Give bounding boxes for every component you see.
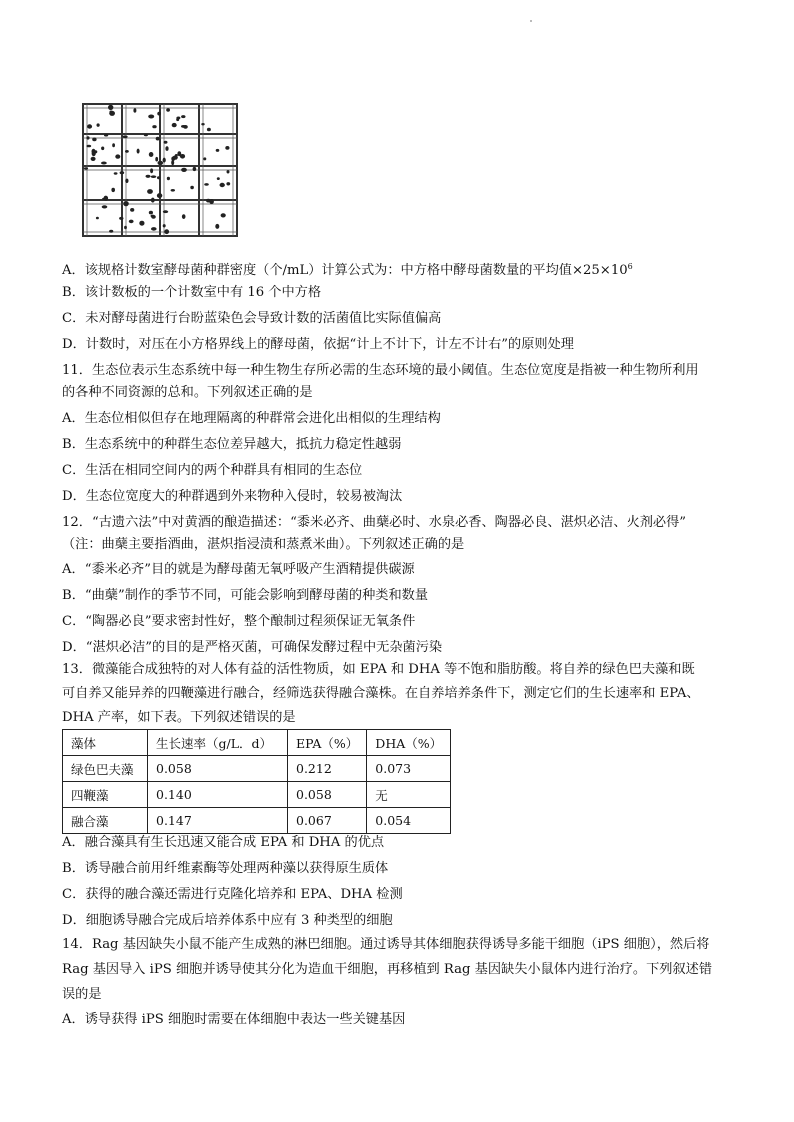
table-cell: 0.067 (288, 808, 367, 834)
yeast-cell (175, 154, 178, 157)
yeast-cell (158, 161, 164, 165)
table-header-cell: 藻体 (63, 730, 148, 756)
yeast-cell (220, 183, 225, 187)
hemocytometer-grid-figure (80, 96, 240, 246)
yeast-cell (86, 145, 91, 148)
yeast-cell (146, 175, 151, 178)
scan-speck (530, 20, 532, 22)
yeast-cell (171, 160, 174, 165)
yeast-cell (193, 167, 197, 171)
table-cell: 0.058 (288, 782, 367, 808)
yeast-cell (115, 154, 120, 158)
yeast-cell (181, 125, 186, 128)
yeast-cell (150, 168, 153, 173)
yeast-cell (157, 112, 161, 116)
yeast-cell (167, 177, 170, 180)
table-cell: 0.147 (148, 808, 288, 834)
q11-option-c: C．生活在相同空间内的两个种群具有相同的生态位 (62, 463, 363, 478)
yeast-cell (163, 158, 166, 163)
yeast-cell (209, 199, 214, 204)
yeast-cell (151, 198, 155, 203)
yeast-cell (177, 151, 181, 156)
yeast-cell (176, 118, 179, 121)
q11-stem-line1: 11．生态位表示生态系统中每一种生物生存所必需的生态环境的最小阈值。生态位宽度是指被一种生物所利用 (62, 363, 699, 378)
yeast-cell (155, 157, 158, 162)
q14-stem-line2: Rag 基因导入 iPS 细胞并诱导使其分化为造血干细胞，再移植到 Rag 基因缺失小鼠体内进行治疗。下列叙述错 (62, 962, 713, 977)
table-cell: 四鞭藻 (63, 782, 148, 808)
yeast-cell (149, 211, 153, 215)
yeast-cell (112, 143, 115, 147)
yeast-cell (120, 171, 125, 174)
q12-option-a: A．“黍米必齐”目的就是为酵母菌无氧呼吸产生酒精提供碳源 (62, 562, 415, 577)
q10-option-b: B．该计数板的一个计数室中有 16 个中方格 (62, 285, 322, 300)
q14-stem-line3: 误的是 (62, 987, 102, 1002)
table-cell: 0.054 (367, 808, 451, 834)
yeast-cell (125, 179, 128, 183)
yeast-cell (171, 189, 175, 192)
yeast-cell (111, 188, 115, 192)
yeast-cell (96, 217, 99, 220)
q13-option-c: C．获得的融合藻还需进行克隆化培养和 EPA、DHA 检测 (62, 887, 403, 902)
yeast-cell (166, 108, 170, 111)
table-cell: 绿色巴夫藻 (63, 756, 148, 782)
q13-option-b: B．诱导融合前用纤维素酶等处理两种藻以获得原生质体 (62, 861, 389, 876)
q12-stem-line1: 12．“古遗六法”中对黄酒的酿造描述：“黍米必齐、曲蘖必时、水泉必香、陶器必良、湛炽必洁、火剂必得” (62, 515, 686, 530)
yeast-cell (201, 123, 204, 125)
yeast-cell (108, 105, 113, 110)
table-row (63, 808, 451, 834)
yeast-cell (92, 138, 96, 142)
table-cell: 0.073 (367, 756, 451, 782)
yeast-cell (207, 128, 211, 132)
yeast-cell (144, 134, 148, 136)
q14-option-a: A．诱导获得 iPS 细胞时需要在体细胞中表达一些关键基因 (62, 1012, 406, 1027)
yeast-cell (163, 210, 168, 213)
table-cell: 0.058 (148, 756, 288, 782)
yeast-cell (152, 125, 156, 128)
q11-option-a: A．生态位相似但存在地理隔离的种群常会进化出相似的生理结构 (62, 411, 441, 426)
yeast-cell (156, 137, 160, 141)
q14-stem-line1: 14．Rag 基因缺失小鼠不能产生成熟的淋巴细胞。通过诱导其体细胞获得诱导多能干细胞（iPS 细胞），然后将 (62, 937, 710, 952)
yeast-cell (109, 230, 113, 233)
yeast-cell (92, 149, 96, 154)
yeast-cell (203, 157, 206, 160)
yeast-cell (151, 215, 155, 218)
yeast-cell (204, 183, 209, 186)
q13-stem-line3: DHA 产率，如下表。下列叙述错误的是 (62, 710, 296, 725)
yeast-cell (172, 123, 177, 127)
yeast-cell (104, 196, 109, 201)
yeast-cell (125, 150, 129, 153)
q12-option-d: D．“湛炽必洁”的目的是严格灭菌，可确保发酵过程中无杂菌污染 (62, 640, 443, 655)
yeast-cell (221, 213, 226, 217)
yeast-cell (87, 124, 92, 128)
yeast-cell (151, 227, 157, 231)
yeast-cell (226, 182, 230, 185)
table-cell: 无 (367, 782, 451, 808)
q12-option-b: B．“曲蘖”制作的季节不同，可能会影响到酵母菌的种类和数量 (62, 588, 429, 603)
yeast-cell (110, 111, 113, 113)
yeast-cell (216, 149, 220, 152)
yeast-cell (227, 170, 230, 173)
yeast-cell (123, 201, 129, 206)
yeast-cell (157, 176, 160, 179)
table-row (63, 756, 451, 782)
yeast-cell (149, 152, 154, 157)
table-header-cell: 生长速率（g/L．d） (148, 730, 288, 756)
yeast-cell (147, 189, 153, 194)
yeast-cell (182, 214, 186, 219)
yeast-cell (157, 193, 162, 198)
yeast-cell (114, 172, 118, 174)
q13-option-d: D．细胞诱导融合完成后培养体系中应有 3 种类型的细胞 (62, 913, 393, 928)
yeast-cell (164, 141, 168, 144)
q11-option-d: D．生态位宽度大的种群遇到外来物种入侵时，较易被淘汰 (62, 489, 403, 504)
q12-option-c: C．“陶器必良”要求密封性好，整个酿制过程须保证无氧条件 (62, 614, 416, 629)
yeast-cell (119, 217, 123, 220)
yeast-cell (86, 136, 89, 139)
yeast-cell (101, 147, 104, 151)
table-cell: 0.212 (288, 756, 367, 782)
q10-option-c: C．未对酵母菌进行台盼蓝染色会导致计数的活菌值比实际值偏高 (62, 311, 442, 326)
yeast-cell (130, 208, 134, 212)
yeast-cell (217, 177, 220, 180)
q13-stem-line2: 可自养又能异养的四鞭藻进行融合，经筛选获得融合藻株。在自养培养条件下，测定它们的生长速率和 EPA、 (62, 686, 700, 701)
yeast-cell (163, 224, 166, 227)
q10-option-d: D．计数时，对压在小方格界线上的酵母菌，依据“计上不计下，计左不计右”的原则处理 (62, 337, 574, 352)
yeast-cell (164, 229, 169, 234)
yeast-cell (181, 168, 187, 172)
yeast-cell (129, 220, 134, 224)
algae-data-table (62, 729, 451, 834)
table-header-row (63, 730, 451, 756)
q13-option-a: A．融合藻具有生长迅速又能合成 EPA 和 DHA 的优点 (62, 835, 385, 850)
table-header-cell: DHA（%） (367, 730, 451, 756)
yeast-cell (123, 135, 128, 138)
yeast-cell (151, 175, 157, 178)
yeast-cell (97, 123, 100, 126)
yeast-cell (133, 108, 136, 112)
yeast-cell (104, 134, 108, 137)
q10-option-a: A．该规格计数室酵母菌种群密度（个/mL）计算公式为：中方格中酵母菌数量的平均值$\times 25\times 10^6$ (62, 262, 633, 278)
q11-option-b: B．生态系统中的种群生态位差异越大，抵抗力稳定性越弱 (62, 437, 402, 452)
yeast-cell (101, 162, 107, 165)
q12-stem-line2: （注：曲蘖主要指酒曲，湛炽指浸渍和蒸煮米曲）。下列叙述正确的是 (62, 537, 465, 552)
yeast-cell (102, 205, 108, 208)
table-cell: 融合藻 (63, 808, 148, 834)
yeast-cell (181, 115, 185, 118)
yeast-cell (124, 226, 127, 229)
yeast-cell (91, 157, 96, 161)
yeast-cell (139, 221, 144, 226)
table-header-cell: EPA（%） (288, 730, 367, 756)
yeast-cell (137, 149, 140, 154)
q13-stem-line1: 13．微藻能合成独特的对人体有益的活性物质，如 EPA 和 DHA 等不饱和脂肪酸。将自养的绿色巴夫藻和既 (62, 662, 695, 677)
yeast-cell (84, 167, 88, 169)
yeast-cell (148, 115, 154, 119)
table-cell: 0.140 (148, 782, 288, 808)
yeast-cell (165, 146, 168, 151)
table-row (63, 782, 451, 808)
q11-stem-line2: 的各种不同资源的总和。下列叙述正确的是 (62, 385, 313, 400)
yeast-cell (215, 224, 219, 229)
yeast-cell (190, 186, 194, 189)
yeast-cell (225, 146, 229, 150)
